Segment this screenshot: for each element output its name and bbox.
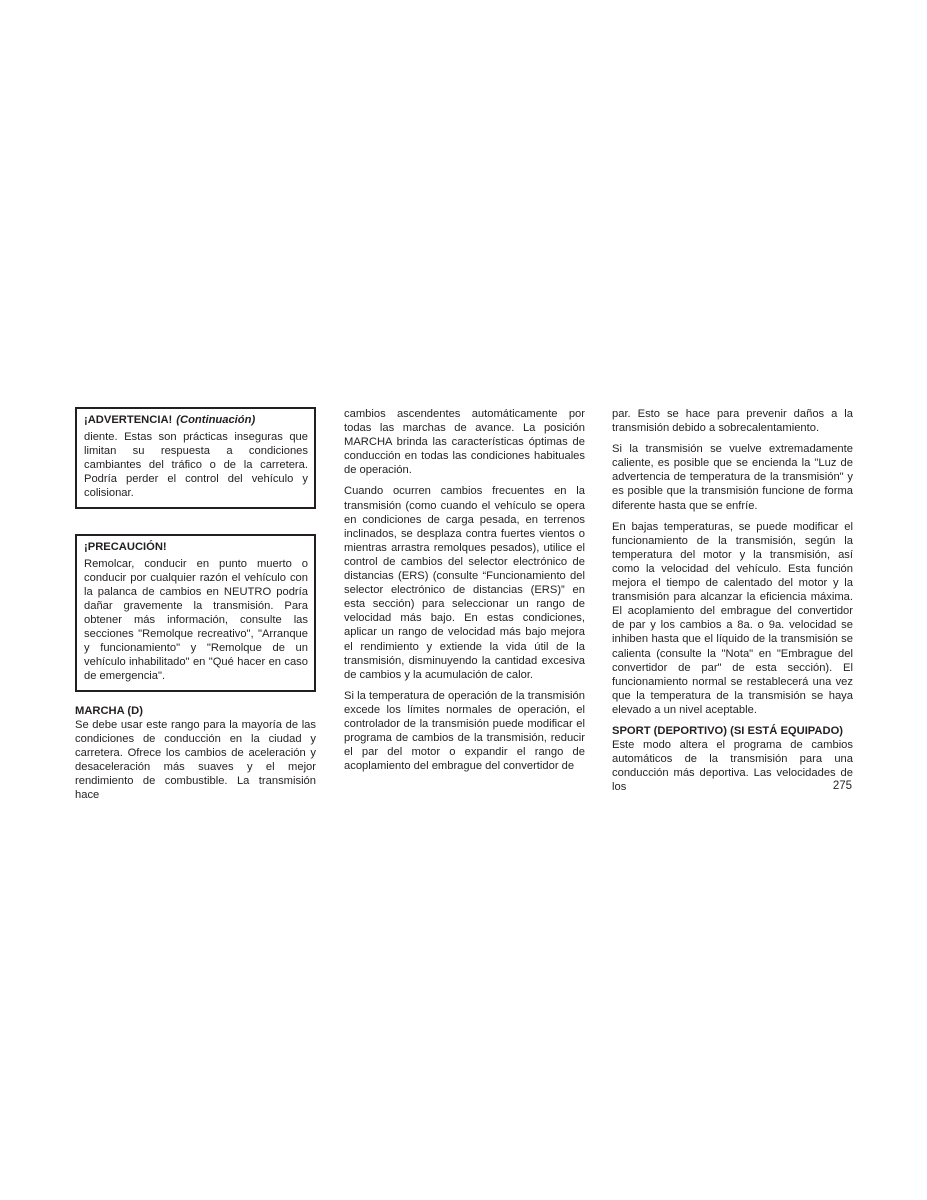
warning-text: diente. Estas son prácticas inseguras que limitan su respuesta a condiciones cambiantes del tráfico o de la carretera. Podría perder el control del vehículo y colisionar. bbox=[84, 431, 308, 500]
caution-text: Remolcar, conducir en punto muerto o conducir por cualquier razón el vehículo con la palanca de cambios en NEUTRO podría dañar gravemente la transmisión. Para obtener más información, consulte las secciones "Remolque recreativo", "Arranque y funcionamiento" y "Remolque de un vehículo inhabilitado" en "Qué hacer en caso de emergencia". bbox=[84, 557, 308, 683]
col3-paragraph-1: par. Esto se hace para prevenir daños a la transmisión debido a sobrecalentamiento. bbox=[612, 408, 853, 435]
marcha-text: Se debe usar este rango para la mayoría de las condiciones de conducción en la ciudad y carretera. Ofrece los cambios de aceleración y desaceleración más suaves y el mejor rendimiento de combustible. La transmisión hace bbox=[75, 718, 316, 802]
warning-subtitle: (Continuación) bbox=[176, 414, 256, 426]
warning-title-text: ¡ADVERTENCIA! bbox=[84, 414, 173, 426]
page-number: 275 bbox=[832, 780, 852, 792]
column-middle bbox=[344, 407, 585, 773]
marcha-heading: MARCHA (D) bbox=[75, 704, 143, 717]
col2-paragraph-2: Cuando ocurren cambios frecuentes en la transmisión (como cuando el vehículo se opera en condiciones de carga pesada, en terrenos inclinados, se desplaza contra fuertes vientos o mientras arrastra remolques pesados), utilice el control de cambios del selector electrónico de distancias (ERS) (consulte “Funcionamiento del selector electrónico de distancias (ERS)” en esta sección) para seleccionar un rango de velocidad más bajo. En estas condiciones, aplicar un rango de velocidad más bajo mejora el rendimiento y extiende la vida útil de la transmisión, disminuyendo la cantidad excesiva de cambios y la acumulación de calor. bbox=[344, 485, 585, 681]
column-right bbox=[612, 407, 853, 794]
caution-box bbox=[75, 534, 316, 692]
col3-paragraph-3: En bajas temperaturas, se puede modificar el funcionamiento de la transmisión, según la temperatura del motor y la transmisión, así como la velocidad del vehículo. Esta función mejora el tiempo de calentado del motor y la transmisión para alcanzar la eficiencia máxima. El acoplamiento del embrague del convertidor de par y los cambios a 8a. o 9a. velocidad se inhiben hasta que el líquido de la transmisión se calienta (consulte la "Nota" en "Embrague del convertidor de par" de esta sección). El funcionamiento normal se restablecerá una vez que la temperatura de la transmisión se haya elevado a un nivel aceptable. bbox=[612, 520, 853, 716]
warning-box bbox=[75, 407, 316, 509]
caution-title: ¡PRECAUCIÓN! bbox=[84, 540, 167, 553]
warning-title bbox=[84, 413, 308, 427]
col2-paragraph-3: Si la temperatura de operación de la transmisión excede los límites normales de operación, el controlador de la transmisión puede modificar el programa de cambios de la transmisión, reducir el par del motor o expandir el rango de acoplamiento del embrague del convertidor de bbox=[344, 689, 585, 773]
col3-paragraph-2: Si la transmisión se vuelve extremadamente caliente, es posible que se encienda la "Luz de advertencia de temperatura de la transmisión" y es posible que la transmisión funcione de forma diferente hasta que se enfríe. bbox=[612, 443, 853, 512]
sport-heading: SPORT (DEPORTIVO) (SI ESTÁ EQUIPADO) bbox=[612, 724, 844, 737]
sport-text: Este modo altera el programa de cambios automáticos de la transmisión para una conducción más deportiva. Las velocidades de los bbox=[612, 739, 853, 794]
column-left bbox=[75, 407, 316, 802]
col2-paragraph-1: cambios ascendentes automáticamente por todas las marchas de avance. La posición MARCHA brinda las características óptimas de conducción en todas las condiciones habituales de operación. bbox=[344, 408, 585, 477]
